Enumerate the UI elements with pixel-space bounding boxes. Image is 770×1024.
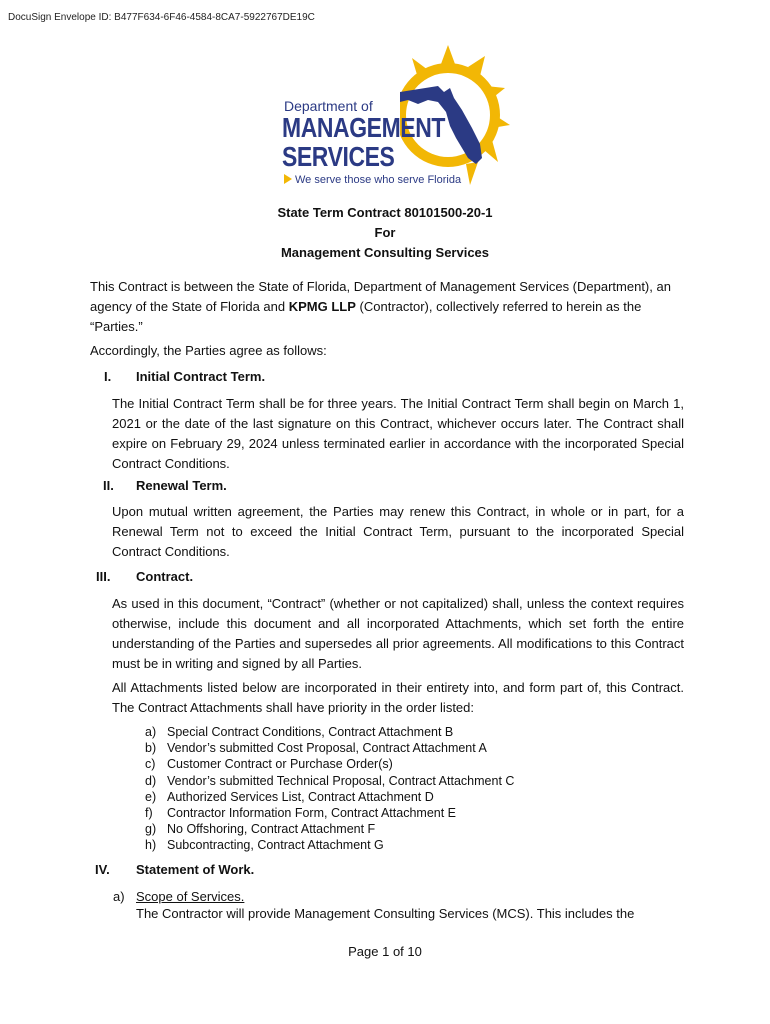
subsection-title: Scope of Services. <box>136 889 245 904</box>
list-item-text: Customer Contract or Purchase Order(s) <box>167 757 393 772</box>
intro-text-a: This Contract is between the State of Florida, Department of Management Services (Department), an agency of the State of Florida and <box>90 279 671 314</box>
dms-logo <box>270 40 510 190</box>
intro-paragraph <box>90 277 685 337</box>
section-4-number: IV. <box>95 862 110 877</box>
section-2-body: Upon mutual written agreement, the Parties may renew this Contract, in whole or in part, for a Renewal Term not to exceed the Initial Contract Term, pursuant to the incorporated Special Contract Conditions. <box>112 504 684 559</box>
page-number: Page 1 of 10 <box>348 944 422 959</box>
list-item <box>145 821 514 837</box>
contract-title: State Term Contract 80101500-20-1 <box>277 205 493 220</box>
list-item-text: Authorized Services List, Contract Attachment D <box>167 789 434 804</box>
list-item <box>145 773 514 789</box>
logo-line-3: SERVICES <box>282 141 395 172</box>
section-3-title: Contract. <box>136 569 194 584</box>
section-1-body: The Initial Contract Term shall be for three years. The Initial Contract Term shall begin on March 1, 2021 or the date of the last signature on this Contract, whichever occurs later. The Contract shall expire on February 29, 2024 unless terminated earlier in accordance with the incorporated Special Contract Conditions. <box>112 396 684 471</box>
section-4-title: Statement of Work. <box>136 862 255 877</box>
logo-line-2: MANAGEMENT <box>282 112 445 143</box>
list-item-letter: d) <box>145 773 157 788</box>
list-item <box>145 837 514 853</box>
list-item-text: Vendor’s submitted Technical Proposal, Contract Attachment C <box>167 773 515 788</box>
list-item-letter: f) <box>145 806 153 821</box>
contractor-name: KPMG LLP <box>288 299 356 314</box>
list-item-text: Vendor’s submitted Cost Proposal, Contract Attachment A <box>167 741 487 756</box>
list-item <box>145 724 514 740</box>
section-1-title: Initial Contract Term. <box>136 369 266 384</box>
intro-text-b: (Contractor), collectively referred to herein as the “Parties.” <box>90 299 642 334</box>
list-item-text: Subcontracting, Contract Attachment G <box>167 838 384 853</box>
list-item-letter: c) <box>145 757 156 772</box>
list-item <box>145 740 514 756</box>
subsection-letter: a) <box>113 889 125 904</box>
list-item-letter: h) <box>145 838 157 853</box>
section-3-body-2: All Attachments listed below are incorporated in their entirety into, and form part of, this Contract. The Contract Attachments shall have priority in the order listed: <box>112 680 684 715</box>
attachment-list <box>145 724 514 854</box>
section-2-number: II. <box>103 478 114 493</box>
list-item-letter: b) <box>145 741 157 756</box>
list-item-letter: g) <box>145 822 157 837</box>
section-3-body-1: As used in this document, “Contract” (whether or not capitalized) shall, unless the context requires otherwise, include this document and all incorporated Attachments, which set forth the entire understanding of the Parties and supersedes all prior agreements. All modifications to this Contract must be in writing and signed by all Parties. <box>112 596 684 671</box>
list-item-text: Contractor Information Form, Contract Attachment E <box>167 806 457 821</box>
list-item <box>145 756 514 772</box>
logo-line-1: Department of <box>284 98 373 114</box>
contract-subtitle: Management Consulting Services <box>280 245 490 260</box>
subsection-body: The Contractor will provide Management Consulting Services (MCS). This includes the <box>136 906 635 921</box>
list-item <box>145 805 514 821</box>
section-1-number: I. <box>104 369 112 384</box>
list-item <box>145 789 514 805</box>
section-3-number: III. <box>96 569 111 584</box>
contract-title-for: For <box>374 225 396 240</box>
list-item-text: No Offshoring, Contract Attachment F <box>167 822 376 837</box>
list-item-text: Special Contract Conditions, Contract Attachment B <box>167 725 454 739</box>
section-2-title: Renewal Term. <box>136 478 227 493</box>
envelope-id: DocuSign Envelope ID: B477F634-6F46-4584-8CA7-5922767DE19C <box>8 12 315 23</box>
list-item-letter: a) <box>145 725 157 739</box>
agreement-line: Accordingly, the Parties agree as follows: <box>90 343 327 358</box>
logo-tagline-text: We serve those who serve Florida <box>295 174 462 186</box>
list-item-letter: e) <box>145 789 157 804</box>
logo-tagline <box>284 174 461 186</box>
play-arrow-icon <box>284 174 292 184</box>
